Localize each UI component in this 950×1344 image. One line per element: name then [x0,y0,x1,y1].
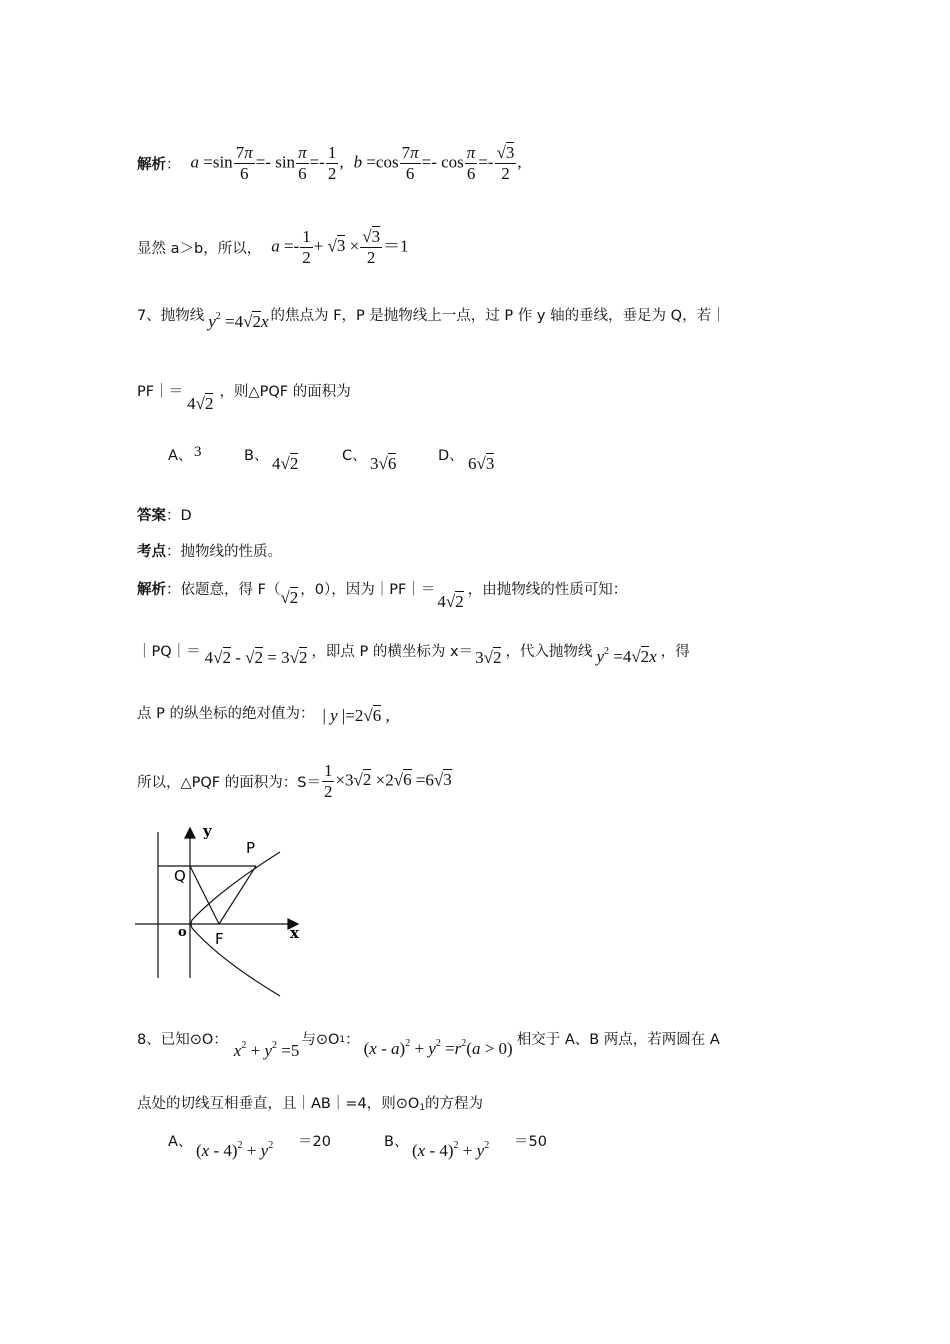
formula-a: a =sin $\frac{7\pi}{6}$ =- sin $\frac{\pi}{6}$ =- $\frac{1}{2}$ , [190,142,344,183]
q8-option-b-equation: $(x - 4)^2 + y^2$ [412,1140,490,1160]
q8-stem-line2: 点处的切线互相垂直，且｜AB｜=4，则$⊙O_1$的方程为 [137,1096,484,1113]
option-a-value: 3 [194,444,202,460]
formula-b: b =cos $\frac{7\pi}{6}$ =- cos $\frac{\pi}{6}$ =- $\frac{√3}{2}$ , [353,142,522,183]
topic-label: 考点 [137,544,166,560]
abs-y-value: | y |=2√6 , [322,706,390,725]
option-a-label: A、 [168,448,193,464]
q6-analysis-line [137,140,522,186]
q7-analysis-line1: 解析 ： 依题意，得 F（ √2 ，0），因为｜PF｜＝ 4√2 ，由抛物线的性质可知： [137,576,627,616]
q6-conclusion-line [137,222,409,272]
y-label: y [203,822,212,840]
q7-stem2-post: ，则△PQF 的面积为 [219,384,351,400]
q7-stem2-pre: PF｜＝ [137,384,184,400]
colon: ： [166,156,181,173]
formula-a-value: a =- $\frac{1}{2}$ + √3 × $\frac{√3}{2}$ ＝1 [271,226,409,267]
q7-stem-pre: 抛物线 [160,307,205,324]
pf-value: 4√2 [187,394,214,413]
option-d-label: D、 [438,448,464,464]
p-x-value: 3√2 [475,648,502,667]
analysis-label-2: 解析 [137,582,166,598]
q7-analysis-line4: 所以，△PQF 的面积为：S＝ $\frac{1}{2}$ ×3√2 ×2√6 =6√3 [137,760,452,801]
q8-option-b-rhs: ＝50 [514,1134,547,1150]
option-c-value: 3√6 [370,454,397,473]
x-label: x [290,924,299,942]
analysis-label: 解析 [137,156,166,173]
q7-answer-line: 答案：D [137,508,192,524]
q8-option-b-label: B、 [384,1134,409,1150]
option-b-label: B、 [244,448,269,464]
pf-value-2: 4√2 [437,592,464,611]
q7-stem-line1 [137,296,726,332]
q8-option-a-equation: $(x - 4)^2 + y^2$ [196,1140,274,1160]
p-label: P [246,839,256,857]
f-label: F [215,930,224,948]
q8-stem-line1: 8、 已知⊙O： $x^2 + y^2 =5$ 与⊙O $_1$ ： $(x - a)^2 + y^2 =r^2(a > 0)$ 相交于 A、B 两点，若两圆在 A [137,1026,720,1066]
pq-expression: 4√2 - √2 = 3√2 [204,648,308,667]
q7-stem-post: 的焦点为 F，P 是抛物线上一点，过 P 作 y 轴的垂线，垂足为 Q，若｜ [270,307,726,324]
answer-label: 答案 [137,508,166,524]
o-label: o [178,925,187,940]
q7-number: 7、 [137,307,161,324]
topic-value: 抛物线的性质。 [180,544,282,560]
q-label: Q [174,867,186,885]
q7-analysis-line2: ｜PQ｜＝ 4√2 - √2 = 3√2 ，即点 P 的横坐标为 x＝ 3√2 ，代入抛物线 $y^2 =4√2x$ ，得 [137,644,690,667]
conclusion-text: 显然 a＞b，所以， [137,240,262,257]
focus-x: √2 [280,588,299,607]
parabola-equation: $y^2 =4√2x$ [208,310,269,331]
q8-number: 8、 [137,1032,161,1048]
q7-topic-line: 考点：抛物线的性质。 [137,544,282,560]
option-d-value: 6√3 [468,454,495,473]
area-formula: $\frac{1}{2}$ ×3√2 ×2√6 =6√3 [323,760,452,801]
q8-option-a-rhs: ＝20 [298,1134,331,1150]
parabola-equation-2: $y^2 =4√2x$ [596,646,657,666]
option-c-label: C、 [342,448,367,464]
y-axis-arrow [185,828,195,838]
option-b-value: 4√2 [272,454,299,473]
circle-o-equation: $x^2 + y^2 =5$ [233,1040,300,1060]
q7-analysis-line3: 点 P 的纵坐标的绝对值为： | y |=2√6 , [137,706,390,725]
fp-line [219,866,256,924]
circle-o1-equation: $(x - a)^2 + y^2 =r^2(a > 0)$ [363,1038,513,1058]
answer-value: D [180,508,192,524]
qf-line [190,866,219,924]
q7-stem-line2 [137,376,351,416]
q8-option-a-label: A、 [168,1134,193,1150]
parabola-figure [130,820,310,1000]
